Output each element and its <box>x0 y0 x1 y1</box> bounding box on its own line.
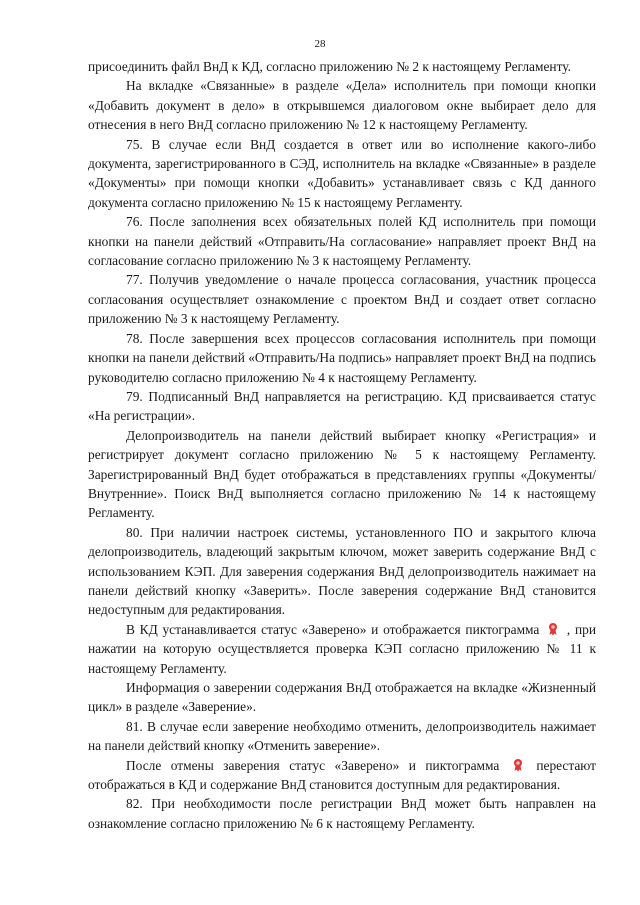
paragraph-82: 82. При необходимости после регистрации ВнД может быть направлен на ознакомление согласно приложению № 6 к настоящему Регламенту. <box>88 796 596 831</box>
paragraph-81: 81. В случае если заверение необходимо отменить, делопроизводитель нажимает на панели действий кнопку «Отменить заверение». <box>88 718 596 754</box>
paragraph-76: 76. После заполнения всех обязательных полей КД исполнитель при помощи кнопки на панели действий «Отправить/На согласование» направляет проект ВнД на согласование согласно приложению № 3 к настоящему Регламенту. <box>88 214 596 269</box>
paragraph-80-status-text-b: , при нажатии на которую осуществляется проверка КЭП согласно приложению № 11 к настоящему Регламенту. <box>88 621 596 676</box>
document-body <box>88 57 596 833</box>
paragraph-77: 77. Получив уведомление о начале процесса согласования, участник процесса согласования осуществляет ознакомление с проектом ВнД и создает ответ согласно приложению № 3 к настоящему Регламенту. <box>88 272 596 327</box>
paragraph-81-cancel-text-b: перестают отображаться в КД и содержание ВнД становится доступным для редактирования. <box>88 757 596 793</box>
paragraph-80-status <box>88 620 596 678</box>
paragraph-related-cases: На вкладке «Связанные» в разделе «Дела» исполнитель при помощи кнопки «Добавить документ в дело» в открывшемся диалоговом окне выбирает дело для отнесения в него ВнД согласно приложению № 12 к настоящему Регламенту. <box>88 78 596 133</box>
paragraph-81-cancel-text-a: После отмены заверения статус «Заверено» и пиктограмма <box>126 757 500 773</box>
paragraph-75: 75. В случае если ВнД создается в ответ или во исполнение какого-либо документа, зарегистрированного в СЭД, исполнитель на вкладке «Связанные» в разделе «Документы» при помощи кнопки «Добавить» устанавливает связь с КД данного документа согласно приложению № 15 к настоящему Регламенту. <box>88 136 596 210</box>
paragraph-80-lifecycle: Информация о заверении содержания ВнД отображается на вкладке «Жизненный цикл» в разделе «Заверение». <box>88 680 596 715</box>
paragraph-80: 80. При наличии настроек системы, установленного ПО и закрытого ключа делопроизводитель, владеющий закрытым ключом, может заверить содержание ВнД с использованием КЭП. Для заверения содержания ВнД делопроизводитель нажимает на панели действий кнопку «Заверить». После заверения содержание ВнД становится недоступным для редактирования. <box>88 524 596 618</box>
certified-seal-icon <box>512 758 524 772</box>
paragraph-79: 79. Подписанный ВнД направляется на регистрацию. КД присваивается статус «На регистрации». <box>88 388 596 424</box>
page-number: 28 <box>314 38 326 50</box>
paragraph-continued: присоединить файл ВнД к КД, согласно приложению № 2 к настоящему Регламенту. <box>88 59 571 74</box>
paragraph-80-status-text-a: В КД устанавливается статус «Заверено» и отображается пиктограмма <box>126 621 540 637</box>
paragraph-81-cancel <box>88 756 596 795</box>
paragraph-78: 78. После завершения всех процессов согласования исполнитель при помощи кнопки на панели действий «Отправить/На подпись» направляет проект ВнД на подпись руководителю согласно приложению № 4 к настоящему Регламенту. <box>88 330 596 385</box>
certified-seal-icon <box>547 622 559 636</box>
paragraph-79-registration: Делопроизводитель на панели действий выбирает кнопку «Регистрация» и регистрирует документ согласно приложению № 5 к настоящему Регламенту. Зарегистрированный ВнД будет отображаться в представлениях группы «Документы/Внутренние». Поиск ВнД выполняется согласно приложению № 14 к настоящему Регламенту. <box>88 427 596 521</box>
